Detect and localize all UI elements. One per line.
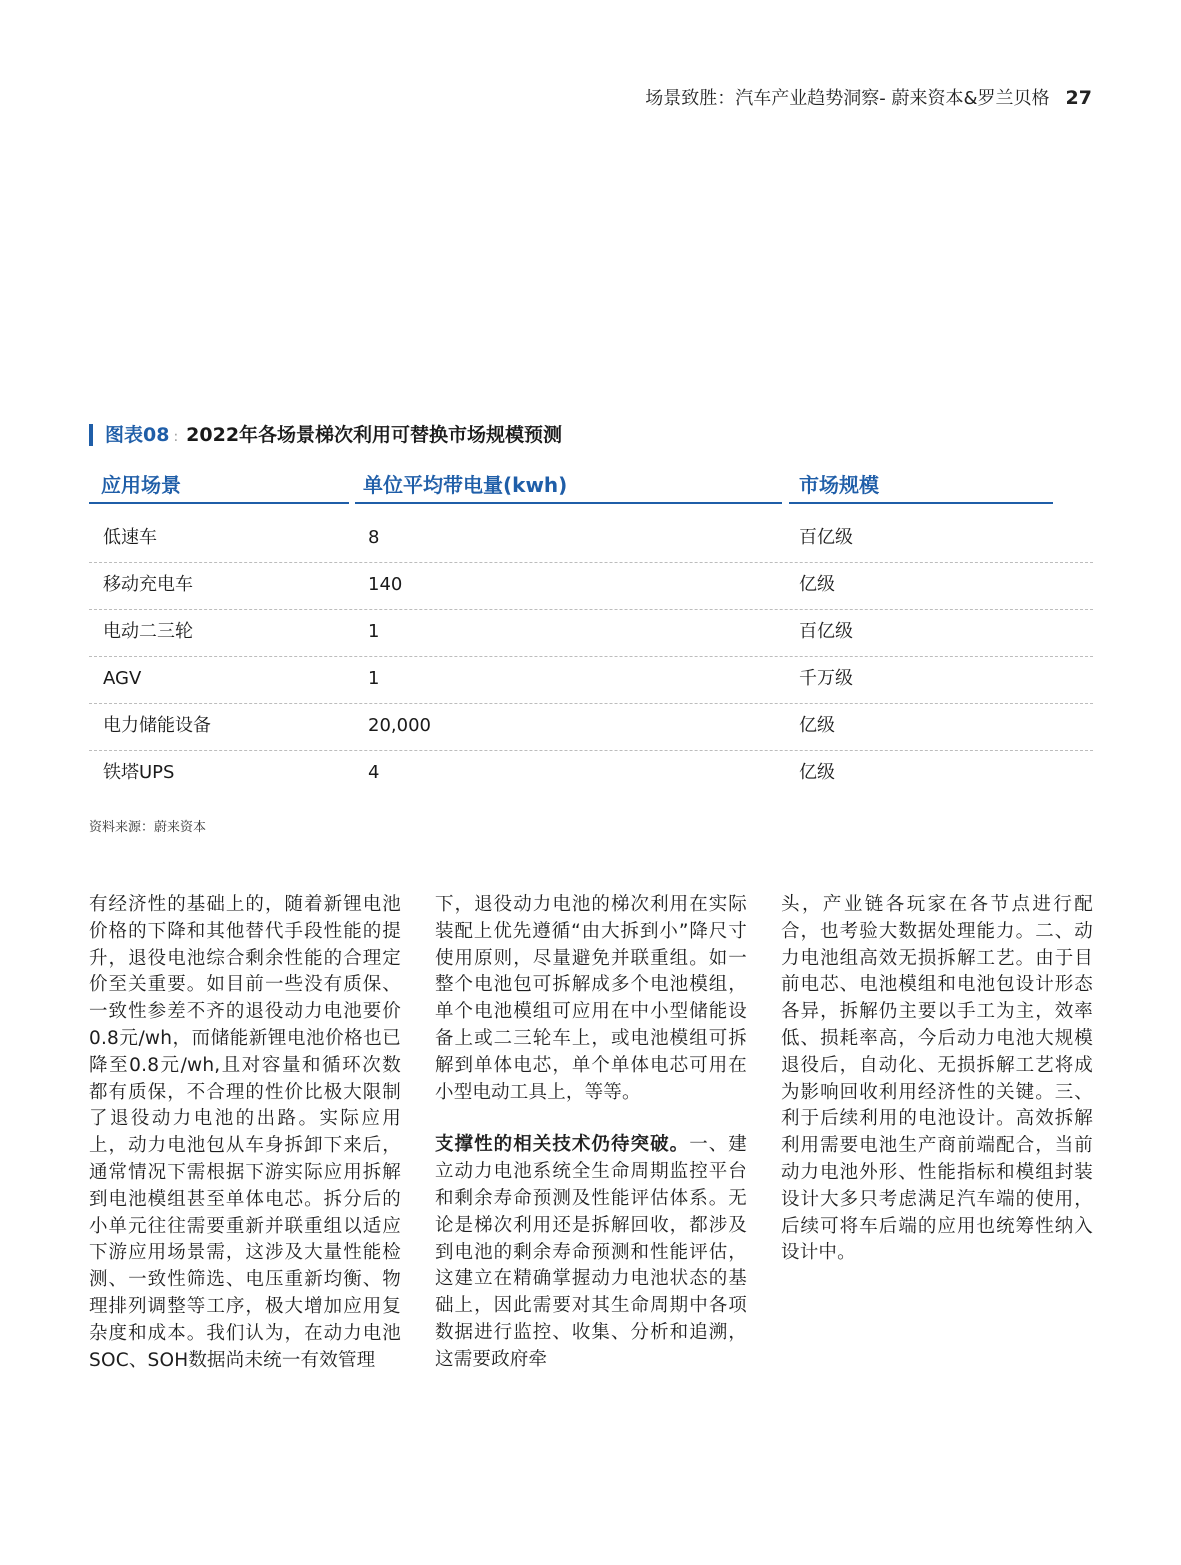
table-row xyxy=(89,704,1093,751)
cell-market-size: 亿级 xyxy=(799,762,835,783)
table-header-scenario: 应用场景 xyxy=(89,470,349,504)
cell-market-size: 百亿级 xyxy=(799,527,853,548)
body-column-3 xyxy=(781,892,1093,1267)
page-number: 27 xyxy=(1065,87,1092,109)
paragraph: 头，产业链各玩家在各节点进行配合，也考验大数据处理能力。二、动力电池组高效无损拆解工艺。由于目前电芯、电池模组和电池包设计形态各异，拆解仍主要以手工为主，效率低、损耗率高，今后动力电池大规模退役后，自动化、无损拆解工艺将成为影响回收利用经济性的关键。三、利于后续利用的电池设计。高效拆解利用需要电池生产商前端配合，当前动力电池外形、性能指标和模组封装设计大多只考虑满足汽车端的使用，后续可将车后端的应用也统筹性纳入设计中。 xyxy=(781,894,1093,1264)
paragraph: 下，退役动力电池的梯次利用在实际装配上优先遵循“由大拆到小”降尺寸使用原则，尽量避免并联重组。如一整个电池包可拆解成多个电池模组，单个电池模组可应用在中小型储能设备上或二三轮车上，或电池模组可拆解到单体电芯，单个单体电芯可用在小型电动工具上，等等。 xyxy=(435,894,747,1103)
table-row xyxy=(89,516,1093,563)
table-header-capacity: 单位平均带电量(kwh) xyxy=(355,470,782,504)
cell-market-size: 千万级 xyxy=(799,668,853,689)
paragraph-body: 一、建立动力电池系统全生命周期监控平台和剩余寿命预测及性能评估体系。无论是梯次利用还是拆解回收，都涉及到电池的剩余寿命预测和性能评估，这建立在精确掌握动力电池状态的基础上，因此需要对其生命周期中各项数据进行监控、收集、分析和追溯，这需要政府牵 xyxy=(435,1134,747,1370)
paragraph: 有经济性的基础上的，随着新锂电池价格的下降和其他替代手段性能的提升，退役电池综合剩余性能的合理定价至关重要。如目前一些没有质保、一致性参差不齐的退役动力电池要价0.8元/wh，而储能新锂电池价格也已降至0.8元/wh,且对容量和循环次数都有质保，不合理的性价比极大限制了退役动力电池的出路。实际应用上，动力电池包从车身拆卸下来后，通常情况下需根据下游实际应用拆解到电池模组甚至单体电芯。拆分后的小单元往往需要重新并联重组以适应下游应用场景需，这涉及大量性能检测、一致性筛选、电压重新均衡、物理排列调整等工序，极大增加应用复杂度和成本。我们认为，在动力电池SOC、SOH数据尚未统一有效管理 xyxy=(89,894,401,1371)
paragraph-lead: 支撑性的相关技术仍待突破。 xyxy=(435,1134,690,1156)
source-note: 资料来源：蔚来资本 xyxy=(89,820,207,835)
cell-scenario: 电动二三轮 xyxy=(103,621,193,642)
table-row xyxy=(89,610,1093,657)
data-table xyxy=(89,516,1093,797)
cell-scenario: 铁塔UPS xyxy=(103,762,175,783)
body-column-2 xyxy=(435,892,747,1374)
cell-scenario: 低速车 xyxy=(103,527,157,548)
cell-capacity: 20,000 xyxy=(368,715,431,736)
table-row xyxy=(89,751,1093,797)
cell-market-size: 亿级 xyxy=(799,715,835,736)
figure-separator: : xyxy=(173,429,179,445)
body-column-1 xyxy=(89,892,401,1374)
cell-scenario: 移动充电车 xyxy=(103,574,193,595)
figure-title xyxy=(89,424,562,446)
cell-capacity: 1 xyxy=(368,668,380,689)
table-row xyxy=(89,563,1093,610)
header-title: 场景致胜：汽车产业趋势洞察- 蔚来资本&罗兰贝格 xyxy=(645,88,1050,109)
table-header-market-size: 市场规模 xyxy=(789,470,1053,504)
paragraph xyxy=(435,1132,747,1373)
figure-caption: 2022年各场景梯次利用可替换市场规模预测 xyxy=(186,424,563,446)
cell-capacity: 4 xyxy=(368,762,380,783)
cell-scenario: 电力储能设备 xyxy=(103,715,211,736)
figure-label: 图表08 xyxy=(105,424,170,446)
cell-market-size: 百亿级 xyxy=(799,621,853,642)
cell-market-size: 亿级 xyxy=(799,574,835,595)
cell-capacity: 1 xyxy=(368,621,380,642)
cell-capacity: 140 xyxy=(368,574,403,595)
page-header xyxy=(300,84,1092,110)
cell-scenario: AGV xyxy=(103,668,142,689)
cell-capacity: 8 xyxy=(368,527,380,548)
table-row xyxy=(89,657,1093,704)
